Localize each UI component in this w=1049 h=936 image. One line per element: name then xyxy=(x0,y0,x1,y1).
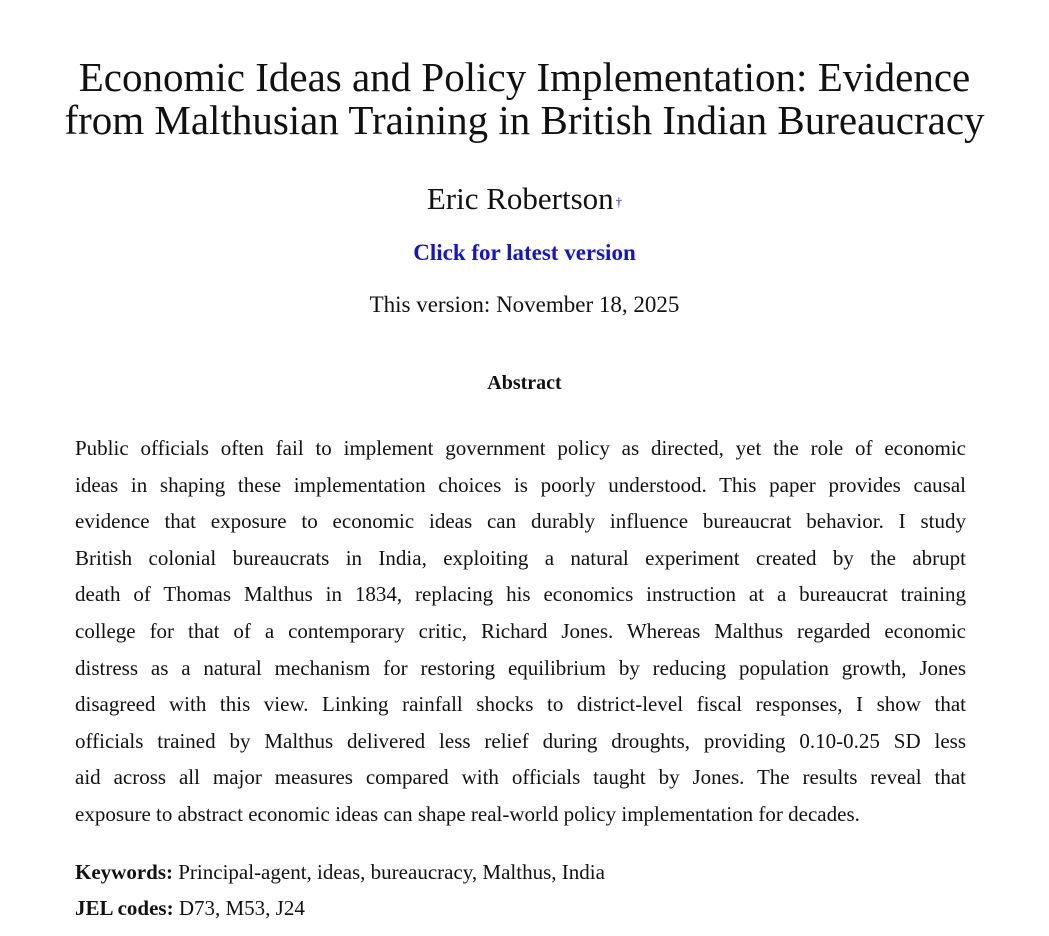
abstract-body xyxy=(75,434,966,837)
abstract-line: officials trained by Malthus delivered less relief during droughts, providing 0.10-0.25 SD less xyxy=(75,728,966,753)
abstract-line: ideas in shaping these implementation choices is poorly understood. This paper provides causal xyxy=(75,472,966,497)
author-footnote-mark[interactable]: † xyxy=(615,194,623,209)
abstract-line: distress as a natural mechanism for restoring equilibrium by reducing population growth, Jones xyxy=(75,655,966,680)
abstract-line: college for that of a contemporary critic, Richard Jones. Whereas Malthus regarded economic xyxy=(75,618,966,643)
keywords-label: Keywords: xyxy=(75,860,173,884)
abstract-line: Public officials often fail to implement government policy as directed, yet the role of economic xyxy=(75,436,966,460)
abstract-line: evidence that exposure to economic ideas can durably influence bureaucrat behavior. I study xyxy=(75,509,966,534)
jel-codes-label: JEL codes: xyxy=(75,896,174,920)
author-line xyxy=(0,181,1049,217)
latest-version-link[interactable]: Click for latest version xyxy=(413,240,636,265)
author-name: Eric Robertson xyxy=(426,181,614,216)
paper-title-line-1: Economic Ideas and Policy Implementation: Evidence xyxy=(78,54,971,100)
abstract-line: disagreed with this view. Linking rainfall shocks to district-level fiscal responses, I show that xyxy=(75,692,966,717)
paper-title-line-2: from Malthusian Training in British Indian Bureaucracy xyxy=(64,97,985,143)
jel-codes-value: D73, M53, J24 xyxy=(178,896,305,920)
keywords-value: Principal-agent, ideas, bureaucracy, Malthus, India xyxy=(178,860,605,884)
paper-metadata xyxy=(75,858,966,930)
abstract-line: aid across all major measures compared with officials taught by Jones. The results reveal that xyxy=(75,765,966,790)
jel-codes-row xyxy=(75,894,966,930)
abstract-line: death of Thomas Malthus in 1834, replacing his economics instruction at a bureaucrat training xyxy=(75,582,966,607)
paper-title xyxy=(0,56,1049,142)
abstract-heading: Abstract xyxy=(487,372,562,394)
abstract-line: British colonial bureaucrats in India, exploiting a natural experiment created by the abrupt xyxy=(75,545,966,570)
keywords-row xyxy=(75,858,966,894)
abstract-line: exposure to abstract economic ideas can shape real-world policy implementation for decades. xyxy=(75,801,860,826)
version-date: This version: November 18, 2025 xyxy=(369,292,680,317)
